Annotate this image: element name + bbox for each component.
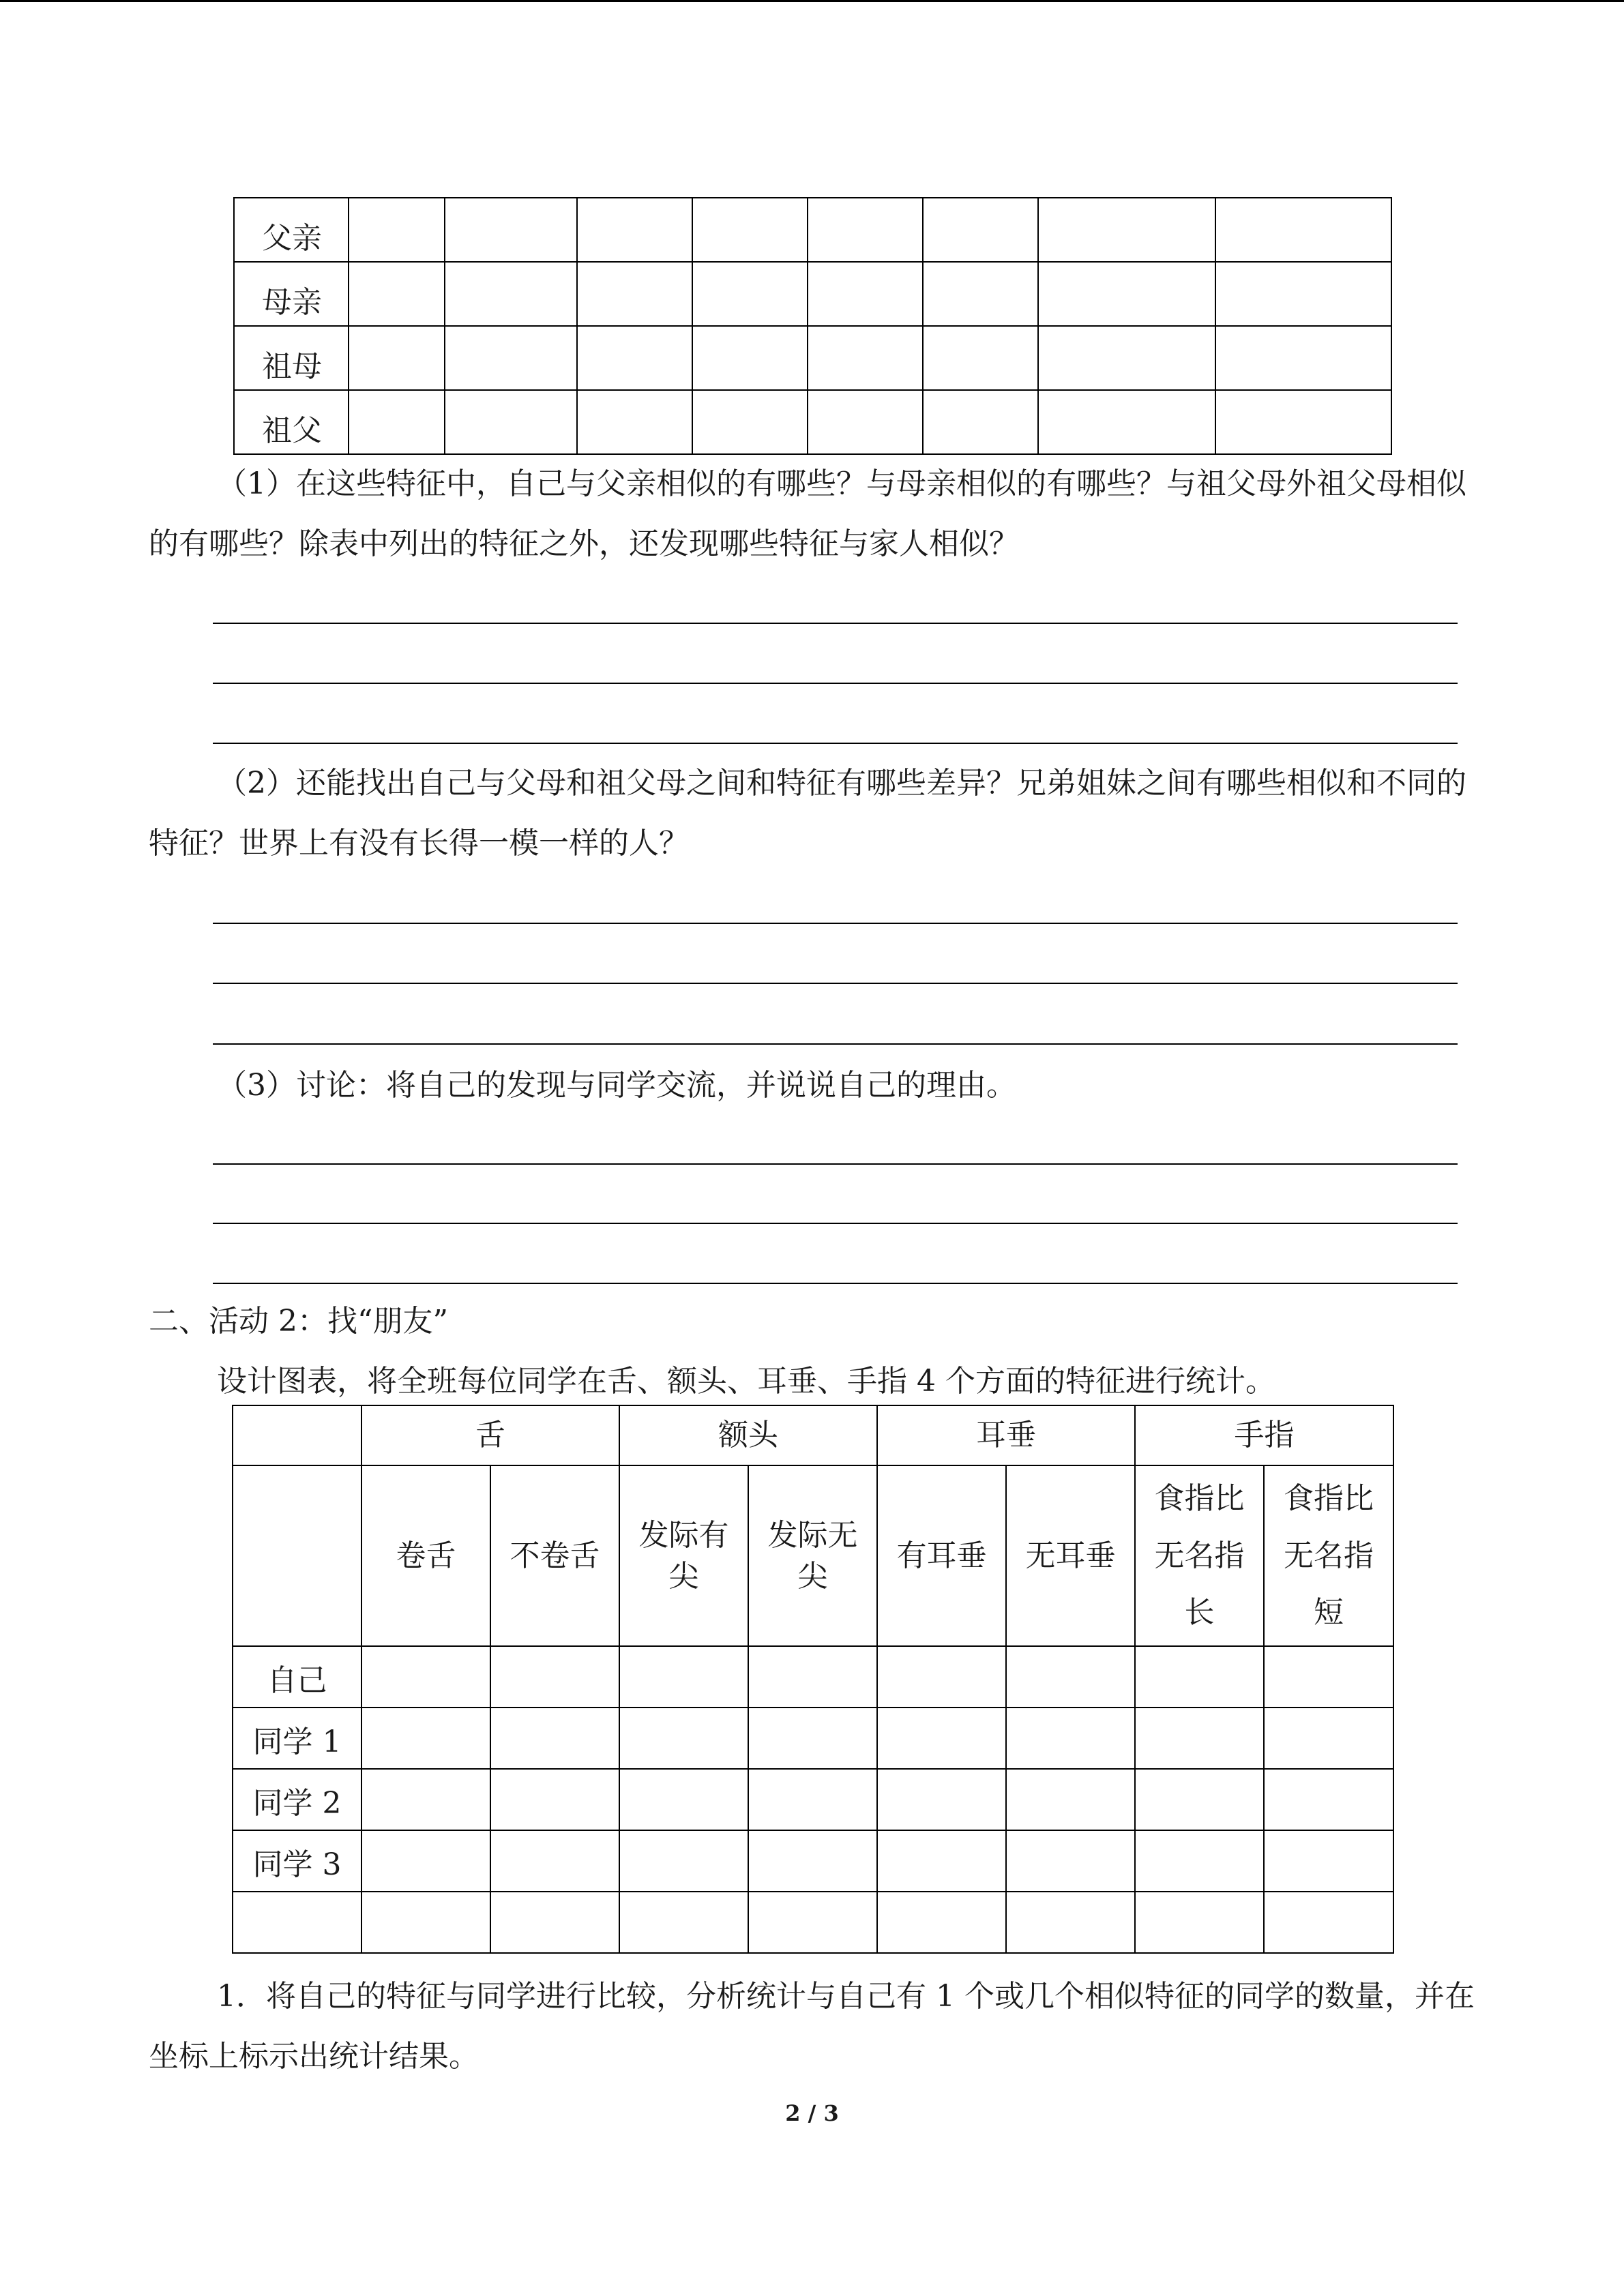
table-cell[interactable] [877,1892,1006,1953]
stats-row-blank [233,1892,1393,1953]
table-cell[interactable] [877,1769,1006,1830]
row-label-classmate-3: 同学 3 [233,1830,361,1892]
row-label-self: 自己 [233,1646,361,1708]
table-cell[interactable] [1135,1830,1264,1892]
group-header-row [233,1405,1393,1465]
table-cell[interactable] [349,198,445,262]
table-cell[interactable] [1038,390,1215,454]
class-statistics-table [232,1405,1394,1954]
table-cell[interactable] [577,198,692,262]
table-cell[interactable] [748,1769,877,1830]
table-cell[interactable] [1135,1892,1264,1953]
table-cell[interactable] [877,1830,1006,1892]
table-cell[interactable] [445,198,577,262]
table-cell[interactable] [1006,1769,1135,1830]
table-cell[interactable] [923,390,1038,454]
group-header-finger: 手指 [1135,1405,1393,1465]
row-label-father: 父亲 [234,198,349,262]
answer-line[interactable] [213,1043,1458,1045]
table-cell[interactable] [692,198,808,262]
row-label-grandmother: 祖母 [234,326,349,390]
table-cell[interactable] [1264,1769,1393,1830]
subheader-attached-earlobe: 有耳垂 [877,1465,1006,1646]
table-cell[interactable] [1264,1646,1393,1708]
family-row-grandfather [234,390,1391,454]
answer-line[interactable] [213,1283,1458,1284]
table-cell[interactable] [1006,1646,1135,1708]
table-cell[interactable] [692,326,808,390]
group-header-forehead: 额头 [619,1405,877,1465]
row-label-classmate-1: 同学 1 [233,1708,361,1769]
table-cell[interactable] [1135,1646,1264,1708]
answer-line[interactable] [213,683,1458,684]
stats-row-classmate-2 [233,1769,1393,1830]
row-label-blank[interactable] [233,1892,361,1953]
subheader-no-widows-peak: 发际无尖 [748,1465,877,1646]
table-cell[interactable] [692,262,808,326]
table-cell[interactable] [808,262,923,326]
subheader-index-longer: 食指比无名指长 [1135,1465,1264,1646]
table-cell[interactable] [361,1708,490,1769]
table-cell[interactable] [490,1769,619,1830]
stats-row-classmate-1 [233,1708,1393,1769]
table-cell[interactable] [619,1830,748,1892]
table-cell[interactable] [1264,1708,1393,1769]
table-cell[interactable] [361,1769,490,1830]
table-cell[interactable] [1006,1708,1135,1769]
item-1: 1．将自己的特征与同学进行比较，分析统计与自己有 1 个或几个相似特征的同学的数量，并在坐标上标示出统计结果。 [149,1979,1475,2074]
family-row-mother [234,262,1391,326]
subheader-widows-peak: 发际有尖 [619,1465,748,1646]
table-cell[interactable] [692,390,808,454]
family-row-grandmother [234,326,1391,390]
table-cell[interactable] [808,198,923,262]
table-cell[interactable] [619,1892,748,1953]
answer-line[interactable] [213,1223,1458,1224]
table-cell[interactable] [619,1769,748,1830]
row-label-grandfather: 祖父 [234,390,349,454]
answer-line[interactable] [213,743,1458,744]
top-border-rule [0,0,1624,2]
table-cell[interactable] [808,326,923,390]
stats-row-self [233,1646,1393,1708]
table-cell[interactable] [808,390,923,454]
table-cell[interactable] [1038,326,1215,390]
table-cell[interactable] [1264,1892,1393,1953]
table-cell[interactable] [1038,198,1215,262]
table-cell[interactable] [577,390,692,454]
family-feature-table [233,197,1392,455]
table-cell[interactable] [490,1708,619,1769]
row-label-classmate-2: 同学 2 [233,1769,361,1830]
table-cell[interactable] [619,1708,748,1769]
table-cell[interactable] [1135,1769,1264,1830]
question-2: （2）还能找出自己与父母和祖父母之间和特征有哪些差异？兄弟姐妹之间有哪些相似和不同的特征？世界上有没有长得一模一样的人？ [149,766,1466,861]
section-heading: 二、活动 2：找“朋友” [149,1304,448,1339]
table-cell[interactable] [490,1830,619,1892]
answer-line[interactable] [213,983,1458,984]
table-cell[interactable] [1215,326,1391,390]
stats-row-classmate-3 [233,1830,1393,1892]
table-cell[interactable] [490,1646,619,1708]
table-cell[interactable] [1264,1830,1393,1892]
table-cell[interactable] [748,1830,877,1892]
table-cell[interactable] [349,390,445,454]
family-row-father [234,198,1391,262]
table-cell[interactable] [349,262,445,326]
table-cell[interactable] [748,1892,877,1953]
table-cell[interactable] [877,1646,1006,1708]
table-cell[interactable] [445,262,577,326]
table-cell[interactable] [923,262,1038,326]
empty-label-cell [233,1465,361,1646]
table-cell[interactable] [577,326,692,390]
subheader-no-earlobe: 无耳垂 [1006,1465,1135,1646]
subheader-row [233,1465,1393,1646]
table-cell[interactable] [748,1646,877,1708]
table-cell[interactable] [490,1892,619,1953]
table-cell[interactable] [1006,1830,1135,1892]
table-cell[interactable] [1215,390,1391,454]
answer-line[interactable] [213,623,1458,624]
table-cell[interactable] [748,1708,877,1769]
subheader-no-roll-tongue: 不卷舌 [490,1465,619,1646]
table-cell[interactable] [1215,262,1391,326]
subheader-index-shorter: 食指比无名指短 [1264,1465,1393,1646]
subheader-roll-tongue: 卷舌 [361,1465,490,1646]
question-1: （1）在这些特征中，自己与父亲相似的有哪些？与母亲相似的有哪些？与祖父母外祖父母相似的有哪些？除表中列出的特征之外，还发现哪些特征与家人相似？ [149,466,1466,561]
table-cell[interactable] [877,1708,1006,1769]
table-cell[interactable] [361,1892,490,1953]
question-3: （3）讨论：将自己的发现与同学交流，并说说自己的理由。 [217,1068,1016,1103]
answer-line[interactable] [213,1163,1458,1165]
table-cell[interactable] [923,198,1038,262]
table-cell[interactable] [1006,1892,1135,1953]
table-cell[interactable] [619,1646,748,1708]
table-cell[interactable] [1135,1708,1264,1769]
group-header-tongue: 舌 [361,1405,619,1465]
empty-corner-cell [233,1405,361,1465]
answer-line[interactable] [213,923,1458,924]
section-instruction: 设计图表，将全班每位同学在舌、额头、耳垂、手指 4 个方面的特征进行统计。 [217,1364,1275,1399]
table-cell[interactable] [361,1830,490,1892]
table-cell[interactable] [361,1646,490,1708]
table-cell[interactable] [1038,262,1215,326]
table-cell[interactable] [349,326,445,390]
table-cell[interactable] [445,326,577,390]
table-cell[interactable] [1215,198,1391,262]
group-header-earlobe: 耳垂 [877,1405,1135,1465]
table-cell[interactable] [445,390,577,454]
table-cell[interactable] [577,262,692,326]
table-cell[interactable] [923,326,1038,390]
page-number: 2 / 3 [785,2100,839,2126]
row-label-mother: 母亲 [234,262,349,326]
